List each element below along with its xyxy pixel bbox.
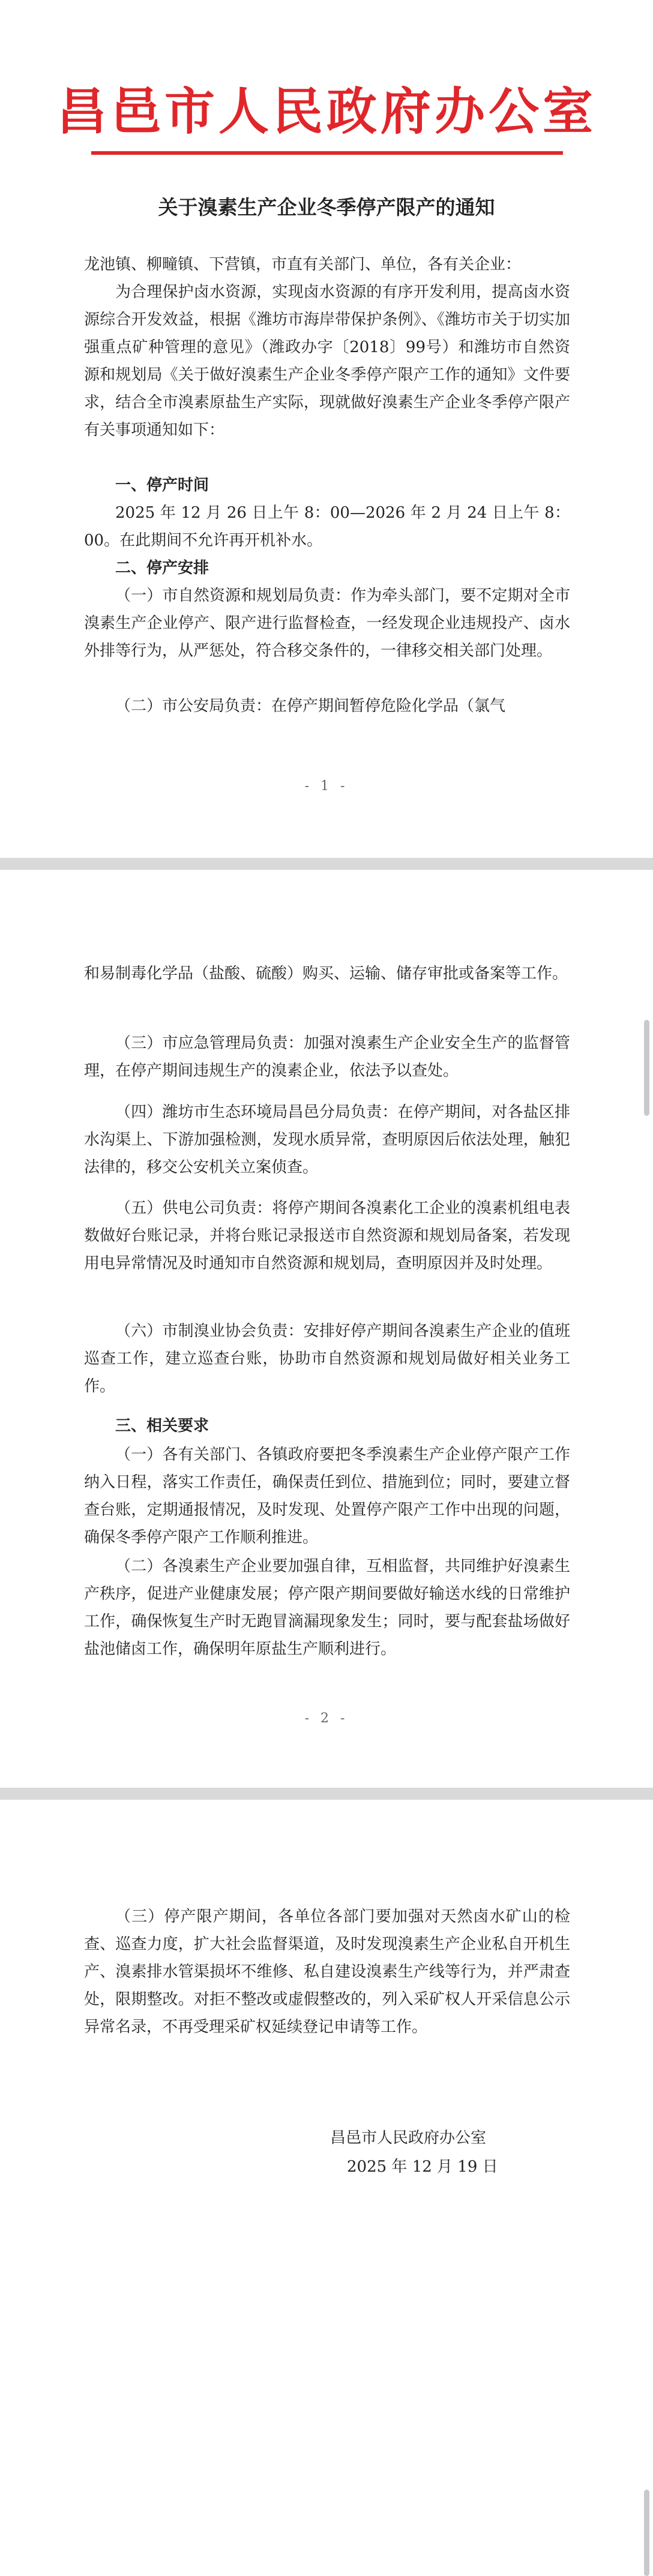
document-page-2	[0, 870, 653, 1788]
page-number-1: - 1 -	[304, 779, 349, 794]
signature-date: 2025 年 12 月 19 日	[347, 2158, 498, 2176]
section-2-item-1: （一）市自然资源和规划局负责：作为牵头部门，要不定期对全市溴素生产企业停产、限产进行监督检查，一经发现企业违规投产、卤水外排等行为，从严惩处，符合移交条件的，一律移交相关部门处理。	[84, 587, 570, 660]
signature-organization: 昌邑市人民政府办公室	[330, 2129, 487, 2147]
section-2-item-2-continued: 和易制毒化学品（盐酸、硫酸）购买、运输、储存审批或备案等工作。	[84, 965, 568, 983]
scrollbar-thumb[interactable]	[644, 2490, 649, 2576]
section-2-heading: 二、停产安排	[115, 559, 209, 577]
section-3-heading: 三、相关要求	[115, 1417, 209, 1435]
section-1-heading: 一、停产时间	[115, 476, 209, 494]
page-separator	[0, 858, 653, 870]
header-red-rule	[91, 151, 563, 155]
section-3-item-1: （一）各有关部门、各镇政府要把冬季溴素生产企业停产限产工作纳入日程，落实工作责任，确保责任到位、措施到位；同时，要建立督查台账，定期通报情况，及时发现、处置停产限产工作中出现的问题，确保冬季停产限产工作顺利推进。	[84, 1446, 570, 1547]
section-1-text: 2025 年 12 月 26 日上午 8：00—2026 年 2 月 24 日上午 8：00。在此期间不允许再开机补水。	[84, 504, 570, 550]
intro-paragraph: 为合理保护卤水资源，实现卤水资源的有序开发利用，提高卤水资源综合开发效益，根据《潍坊市海岸带保护条例》、《潍坊市关于切实加强重点矿种管理的意见》（潍政办字〔2018〕99号）和潍坊市自然资源和规划局《关于做好溴素生产企业冬季停产限产工作的通知》文件要求，结合全市溴素原盐生产实际，现就做好溴素生产企业冬季停产限产有关事项通知如下：	[84, 283, 570, 439]
document-title: 关于溴素生产企业冬季停产限产的通知	[158, 196, 495, 219]
scrollbar-thumb[interactable]	[644, 1020, 649, 1116]
section-2-item-6: （六）市制溴业协会负责：安排好停产期间各溴素生产企业的值班巡查工作，建立巡查台账，协助市自然资源和规划局做好相关业务工作。	[84, 1322, 570, 1395]
office-header-title: 昌邑市人民政府办公室	[56, 82, 597, 141]
page-number-2: - 2 -	[304, 1711, 349, 1726]
section-3-item-2: （二）各溴素生产企业要加强自律，互相监督，共同维护好溴素生产秩序，促进产业健康发展；停产限产期间要做好输送水线的日常维护工作，确保恢复生产时无跑冒滴漏现象发生；同时，要与配套盐场做好盐池储卤工作，确保明年原盐生产顺利进行。	[84, 1557, 570, 1658]
section-3-item-3: （三）停产限产期间，各单位各部门要加强对天然卤水矿山的检查、巡查力度，扩大社会监督渠道，及时发现溴素生产企业私自开机生产、溴素排水管渠损坏不维修、私自建设溴素生产线等行为，并严肃查处，限期整改。对拒不整改或虚假整改的，列入采矿权人开采信息公示异常名录，不再受理采矿权延续登记申请等工作。	[84, 1908, 570, 2036]
section-2-item-4: （四）潍坊市生态环境局昌邑分局负责：在停产期间，对各盐区排水沟渠上、下游加强检测，发现水质异常，查明原因后依法处理，触犯法律的，移交公安机关立案侦查。	[84, 1103, 570, 1176]
addressee-line: 龙池镇、柳疃镇、下营镇，市直有关部门、单位，各有关企业：	[84, 256, 522, 274]
page-separator	[0, 1788, 653, 1800]
section-2-item-5: （五）供电公司负责：将停产期间各溴素化工企业的溴素机组电表数做好台账记录，并将台账记录报送市自然资源和规划局备案，若发现用电异常情况及时通知市自然资源和规划局，查明原因并及时处理。	[84, 1199, 570, 1272]
document-page-1	[0, 0, 653, 858]
document-page-3	[0, 1800, 653, 2576]
section-2-item-2-start: （二）市公安局负责：在停产期间暂停危险化学品（氯气	[115, 697, 506, 715]
section-2-item-3: （三）市应急管理局负责：加强对溴素生产企业安全生产的监督管理，在停产期间违规生产的溴素企业，依法予以查处。	[84, 1034, 570, 1080]
